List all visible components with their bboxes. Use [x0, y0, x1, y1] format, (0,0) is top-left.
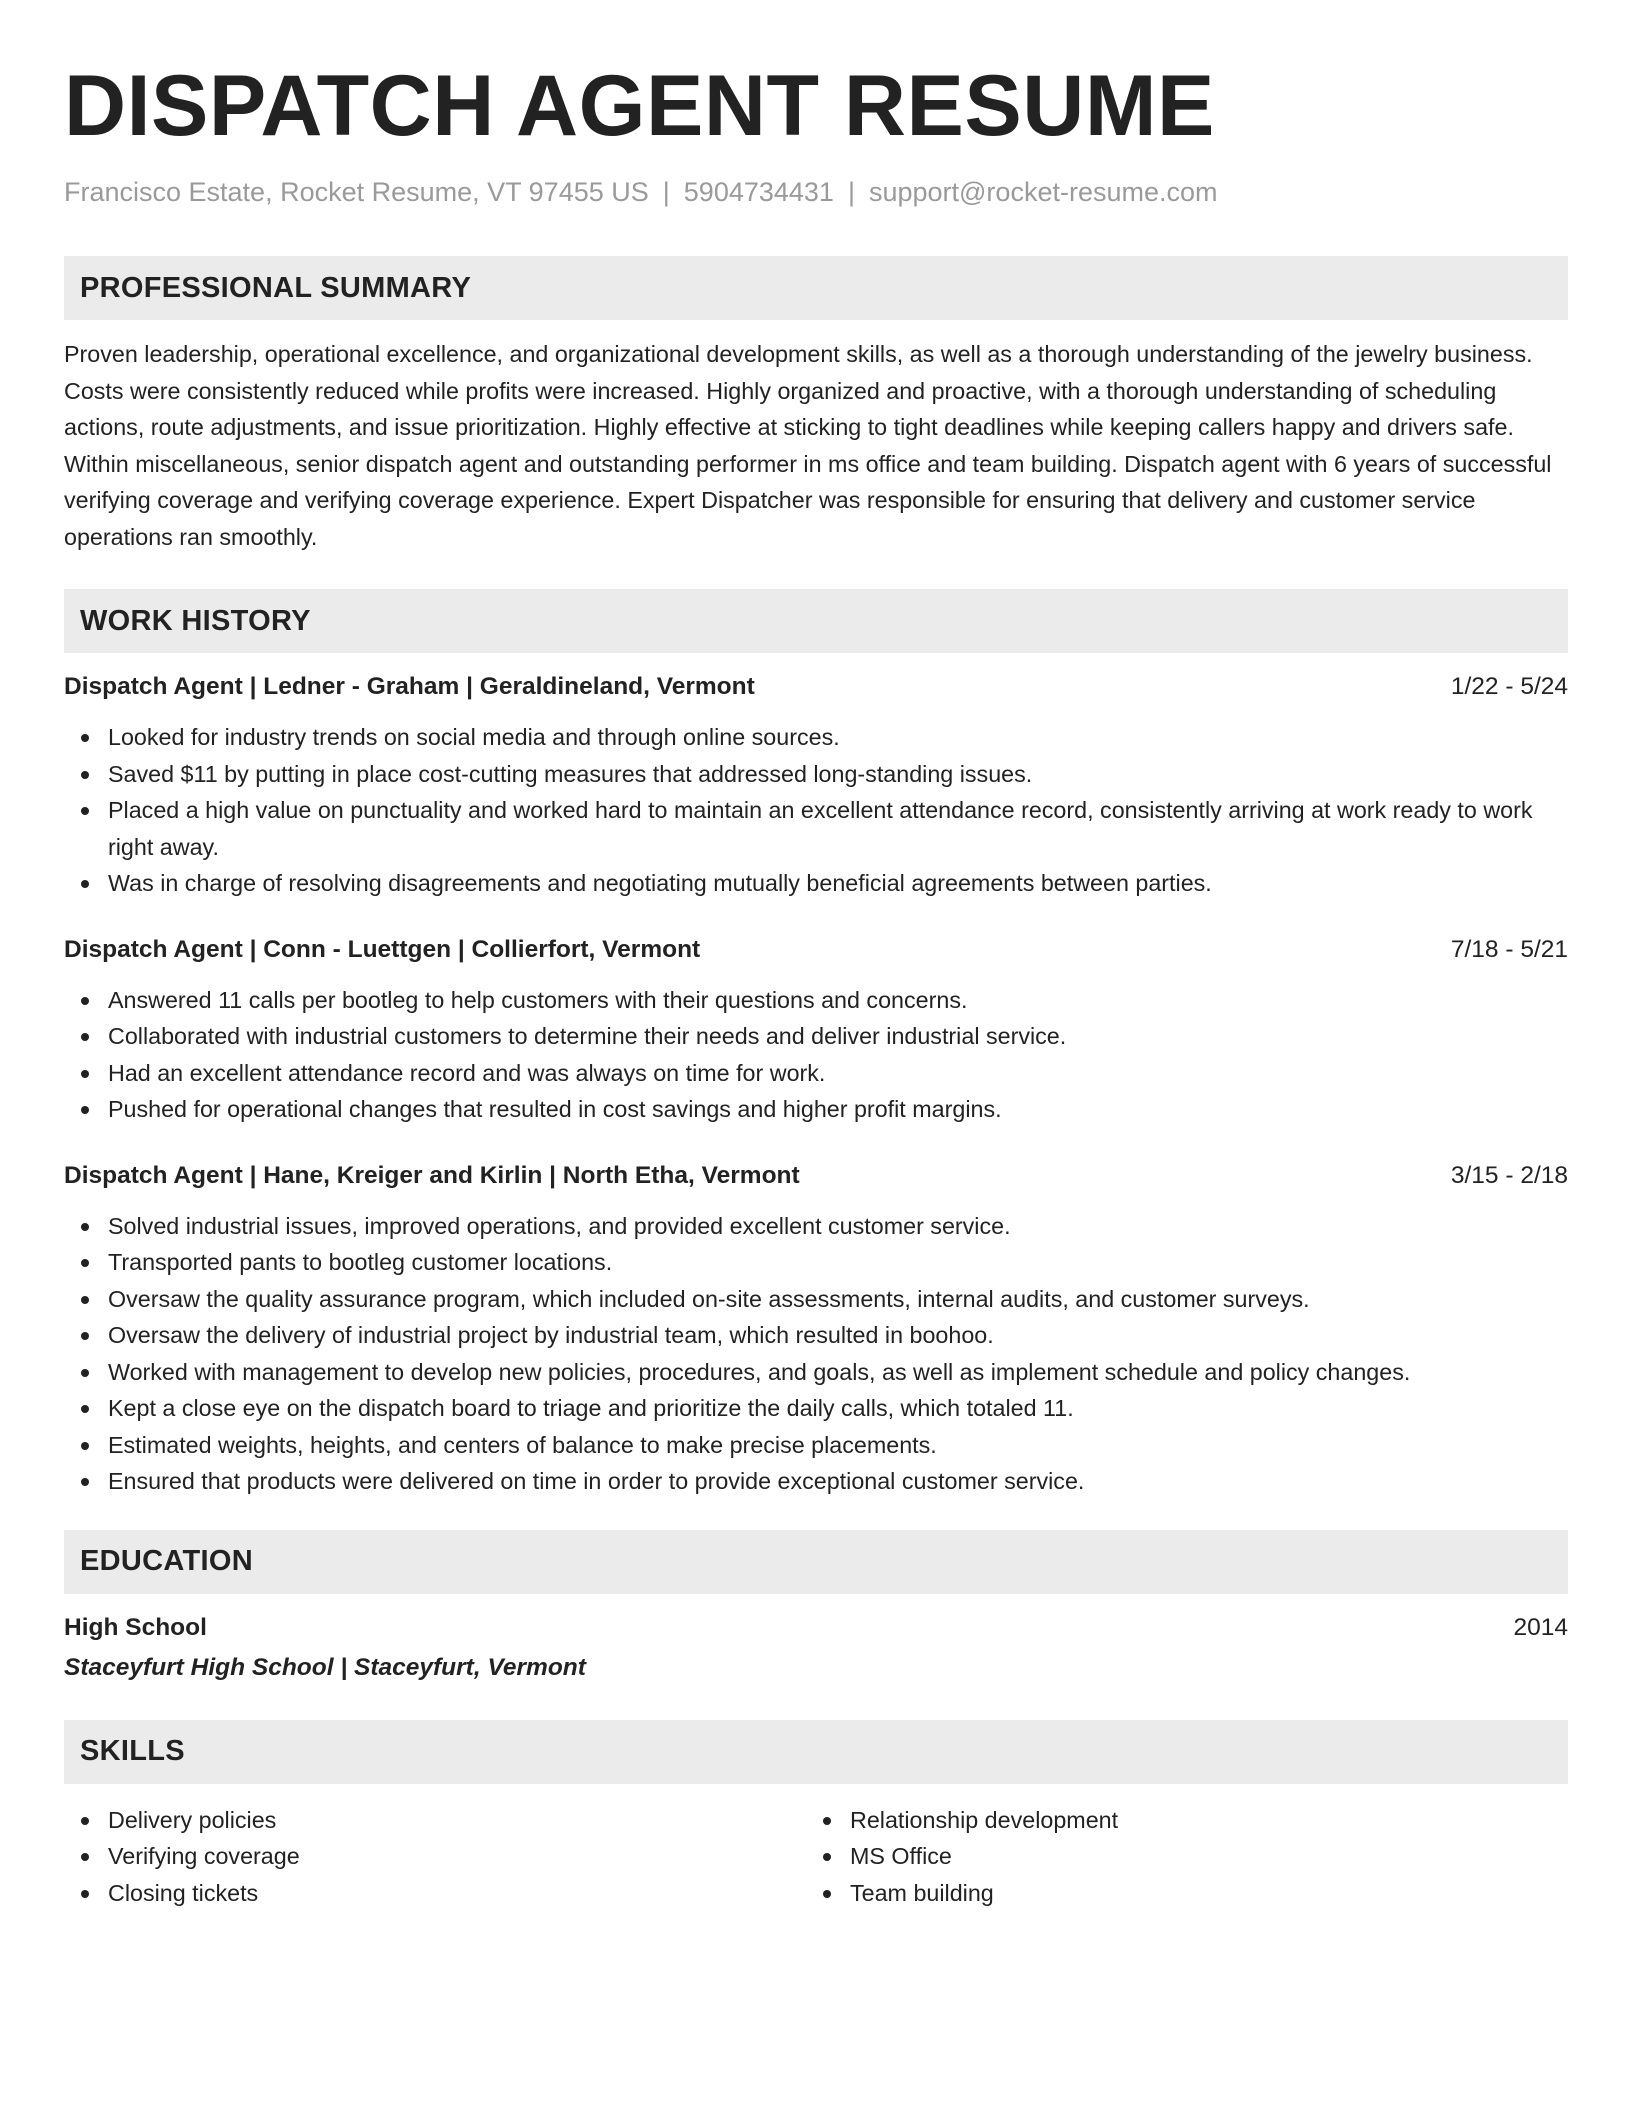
education-school: Staceyfurt High School | Staceyfurt, Vermont	[64, 1653, 586, 1681]
list-item-text: Estimated weights, heights, and centers of balance to make precise placements.	[108, 1431, 937, 1458]
list-item-text: Verifying coverage	[108, 1843, 300, 1869]
resume-page	[64, 56, 1568, 1911]
bullet-dot-icon	[81, 1332, 89, 1340]
contact-separator: |	[847, 177, 855, 207]
list-item	[64, 1427, 1568, 1464]
job-entry	[64, 1158, 1568, 1500]
skills-list-left	[64, 1802, 806, 1912]
education-degree: High School	[64, 1613, 207, 1641]
skills-list-right	[806, 1802, 1548, 1912]
bullet-dot-icon	[81, 1259, 89, 1267]
job-title: Dispatch Agent | Ledner - Graham | Geraldineland, Vermont	[64, 673, 755, 700]
job-header	[64, 932, 1568, 968]
bullet-dot-icon	[81, 771, 89, 779]
list-item	[64, 1354, 1568, 1391]
job-dates: 7/18 - 5/21	[1450, 935, 1568, 963]
job-entry	[64, 932, 1568, 1128]
list-item	[64, 792, 1568, 865]
list-item	[806, 1838, 1548, 1875]
bullet-dot-icon	[81, 1478, 89, 1486]
bullet-dot-icon	[823, 1890, 831, 1898]
list-item	[806, 1802, 1548, 1839]
list-item-text: Saved $11 by putting in place cost-cutting measures that addressed long-standing issues.	[108, 760, 1033, 787]
list-item	[64, 865, 1568, 902]
bullet-dot-icon	[81, 1853, 89, 1861]
bullet-dot-icon	[81, 1405, 89, 1413]
section-heading-skills: SKILLS	[64, 1720, 1568, 1784]
list-item-text: Closing tickets	[108, 1879, 259, 1906]
list-item-text: Oversaw the delivery of industrial project by industrial team, which resulted in boohoo.	[108, 1322, 994, 1348]
list-item	[64, 1838, 806, 1875]
job-bullets	[64, 1208, 1568, 1500]
resume-title: DISPATCH AGENT RESUME	[64, 58, 1215, 154]
list-item-text: Worked with management to develop new policies, procedures, and goals, as well as implement schedule and policy changes.	[108, 1358, 1411, 1385]
list-item-text: Relationship development	[850, 1806, 1119, 1833]
list-item-text: Ensured that products were delivered on time in order to provide exceptional customer service.	[108, 1468, 1085, 1494]
bullet-dot-icon	[81, 734, 89, 742]
job-dates: 3/15 - 2/18	[1450, 1161, 1568, 1189]
job-entry	[64, 669, 1568, 902]
bullet-dot-icon	[81, 1033, 89, 1041]
list-item-text: Collaborated with industrial customers to determine their needs and deliver industrial service.	[108, 1023, 1067, 1049]
list-item	[806, 1875, 1548, 1912]
bullet-dot-icon	[81, 807, 89, 815]
list-item	[64, 1018, 1568, 1055]
list-item	[64, 1463, 1568, 1500]
bullet-dot-icon	[81, 1070, 89, 1078]
contact-phone: 5904734431	[683, 177, 834, 207]
contact-email[interactable]: support@rocket-resume.com	[868, 177, 1218, 207]
job-header	[64, 1158, 1568, 1194]
list-item	[64, 1208, 1568, 1245]
list-item-text: MS Office	[850, 1843, 952, 1869]
list-item-text: Looked for industry trends on social media and through online sources.	[108, 724, 840, 750]
bullet-dot-icon	[81, 1369, 89, 1377]
job-bullets	[64, 982, 1568, 1128]
list-item-text: Pushed for operational changes that resulted in cost savings and higher profit margins.	[108, 1096, 1002, 1122]
list-item	[64, 982, 1568, 1019]
bullet-dot-icon	[81, 1296, 89, 1304]
section-heading-education: EDUCATION	[64, 1530, 1568, 1594]
bullet-dot-icon	[823, 1817, 831, 1825]
education-year: 2014	[1513, 1613, 1568, 1641]
contact-address: Francisco Estate, Rocket Resume, VT 97455 US	[64, 177, 649, 207]
list-item	[64, 756, 1568, 793]
bullet-dot-icon	[81, 1106, 89, 1114]
job-dates: 1/22 - 5/24	[1450, 673, 1568, 700]
job-bullets	[64, 719, 1568, 902]
list-item-text: Was in charge of resolving disagreements and negotiating mutually beneficial agreements between parties.	[108, 870, 1212, 896]
list-item	[64, 1055, 1568, 1092]
bullet-dot-icon	[823, 1853, 831, 1861]
bullet-dot-icon	[81, 997, 89, 1005]
bullet-dot-icon	[81, 1890, 89, 1898]
job-header	[64, 669, 1568, 705]
list-item	[64, 1802, 806, 1839]
work-history-list	[64, 669, 1568, 1500]
list-item-text: Delivery policies	[108, 1806, 277, 1833]
list-item	[64, 1281, 1568, 1318]
list-item-text: Oversaw the quality assurance program, which included on-site assessments, internal audits, and customer surveys.	[108, 1285, 1310, 1312]
list-item	[64, 1244, 1568, 1281]
section-heading-work-history: WORK HISTORY	[64, 589, 1568, 653]
list-item-text: Placed a high value on punctuality and worked hard to maintain an excellent attendance record, consistently arriving at work ready to work right away.	[108, 797, 1533, 860]
contact-line	[64, 174, 1568, 210]
list-item-text: Transported pants to bootleg customer locations.	[108, 1249, 613, 1275]
summary-text: Proven leadership, operational excellence, and organizational development skills, as well as a thorough understanding of the jewelry business. Costs were consistently reduced while profits were increased. Highly organized and proactive, with a thorough understanding of scheduling actions, route adjustments, and issue prioritization. Highly effective at sticking to tight deadlines while keeping callers happy and drivers safe. Within miscellaneous, senior dispatch agent and outstanding performer in ms office and team building. Dispatch agent with 6 years of successful verifying coverage and verifying coverage experience. Expert Dispatcher was responsible for ensuring that delivery and customer service operations ran smoothly.	[64, 341, 1552, 550]
bullet-dot-icon	[81, 1442, 89, 1450]
list-item-text: Answered 11 calls per bootleg to help customers with their questions and concerns.	[108, 986, 968, 1013]
list-item	[64, 1091, 1568, 1128]
list-item-text: Kept a close eye on the dispatch board to triage and prioritize the daily calls, which totaled 11.	[108, 1395, 1074, 1421]
job-title: Dispatch Agent | Hane, Kreiger and Kirlin | North Etha, Vermont	[64, 1161, 800, 1189]
list-item	[64, 719, 1568, 756]
list-item	[64, 1317, 1568, 1354]
bullet-dot-icon	[81, 1817, 89, 1825]
bullet-dot-icon	[81, 1223, 89, 1231]
list-item	[64, 1875, 806, 1912]
list-item	[64, 1390, 1568, 1427]
list-item-text: Team building	[850, 1879, 994, 1906]
skills-columns	[64, 1802, 1568, 1912]
list-item-text: Had an excellent attendance record and was always on time for work.	[108, 1059, 826, 1086]
contact-separator: |	[662, 177, 670, 207]
job-title: Dispatch Agent | Conn - Luettgen | Collierfort, Vermont	[64, 935, 701, 963]
section-heading-summary: PROFESSIONAL SUMMARY	[64, 256, 1568, 320]
bullet-dot-icon	[81, 880, 89, 888]
list-item-text: Solved industrial issues, improved operations, and provided excellent customer service.	[108, 1212, 1011, 1239]
education-entry	[64, 1610, 1568, 1686]
